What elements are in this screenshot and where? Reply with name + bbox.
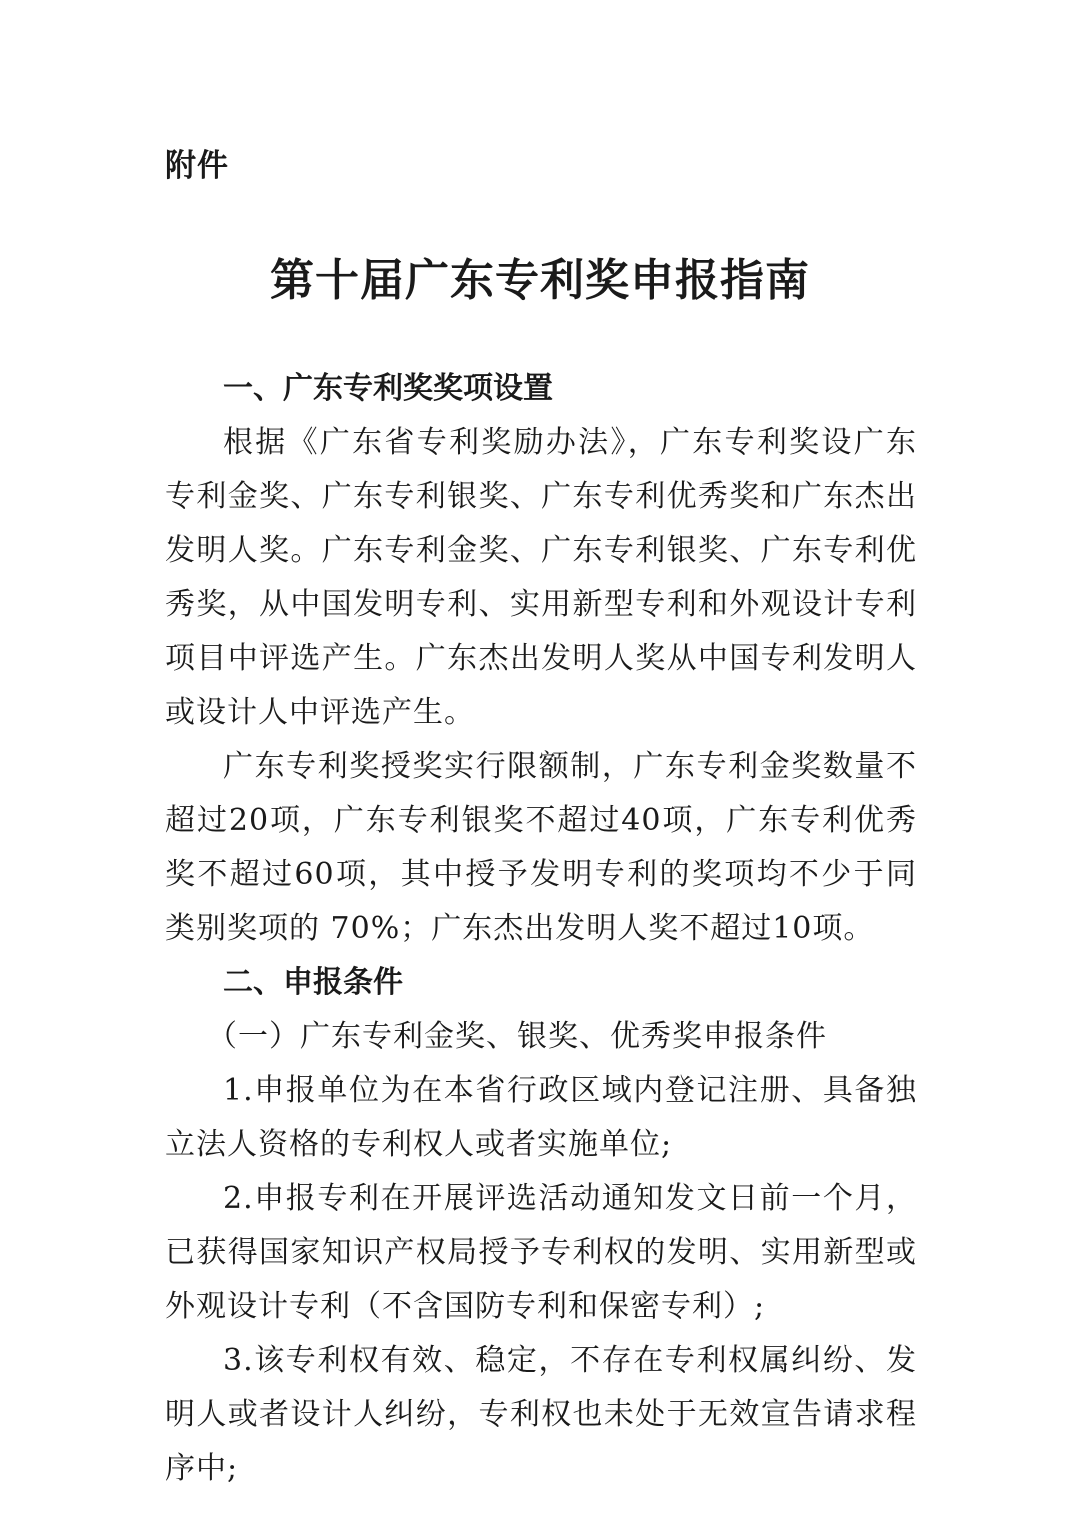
condition-item: 2.申报专利在开展评选活动通知发文日前一个月，已获得国家知识产权局授予专利权的发明、实用新型或外观设计专利（不含国防专利和保密专利）; [165, 1181, 917, 1324]
paragraph-award-types: 根据《广东省专利奖励办法》，广东专利奖设广东专利金奖、广东专利银奖、广东专利优秀奖和广东杰出发明人奖。广东专利金奖、广东专利银奖、广东专利优秀奖，从中国发明专利、实用新型专利和外观设计专利项目中评选产生。广东杰出发明人奖从中国专利发明人或设计人中评选产生。 [165, 425, 917, 730]
document-title: 第十届广东专利奖申报指南 [270, 255, 810, 306]
condition-item: 3.该专利权有效、稳定，不存在专利权属纠纷、发明人或者设计人纠纷，专利权也未处于无效宣告请求程序中; [165, 1343, 917, 1486]
paragraph-award-quota: 广东专利奖授奖实行限额制，广东专利金奖数量不超过20项，广东专利银奖不超过40项，广东专利优秀奖不超过60项，其中授予发明专利的奖项均不少于同类别奖项的 70%；广东杰出发明人奖不超过10项。 [165, 749, 917, 946]
attachment-label: 附件 [165, 148, 229, 184]
section-heading-awards: 一、广东专利奖奖项设置 [223, 371, 553, 406]
document-body [165, 362, 917, 1496]
condition-item: 1.申报单位为在本省行政区域内登记注册、具备独立法人资格的专利权人或者实施单位; [165, 1073, 917, 1162]
subsection-heading-conditions: （一）广东专利金奖、银奖、优秀奖申报条件 [207, 1019, 827, 1054]
section-heading-conditions: 二、申报条件 [223, 965, 403, 1000]
